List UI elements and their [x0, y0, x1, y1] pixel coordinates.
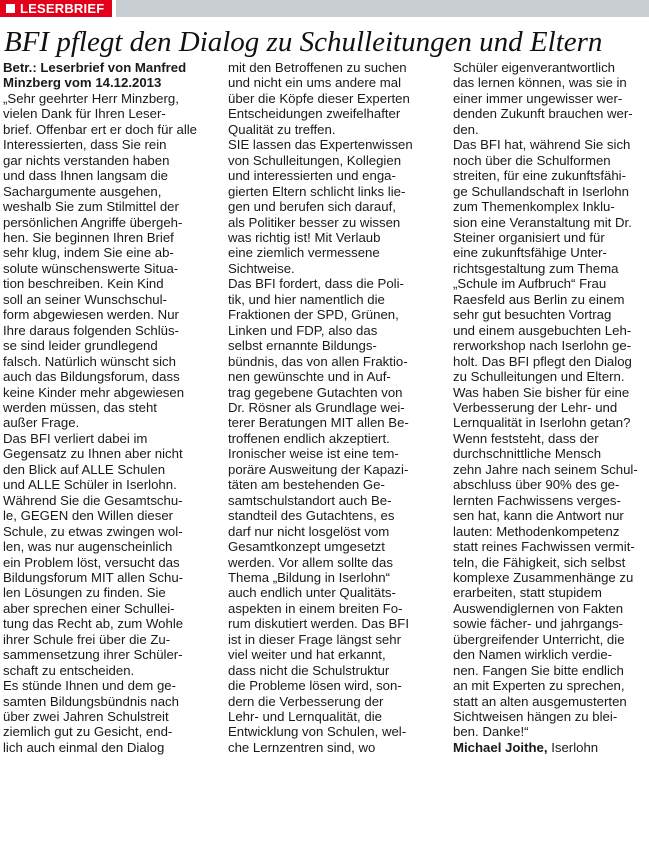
- text-line: Auswendiglernen von Fakten: [453, 600, 624, 616]
- text-line: den Blick auf ALLE Schulen: [3, 461, 166, 477]
- text-line: brief. Offenbar ert er doch für alle: [3, 121, 198, 137]
- rubric-label: [0, 0, 112, 17]
- text-line: komplexe Zusammenhänge zu: [453, 569, 634, 585]
- text-line: Bildungsforum MIT allen Schu-: [3, 569, 184, 585]
- text-line: Sichtweisen hängen zu blei-: [453, 709, 618, 725]
- text-line: gen und berufen sich darauf,: [228, 199, 396, 215]
- text-line: eine zukunftsfähige Unter-: [453, 245, 607, 261]
- text-line: sammensetzung ihrer Schüler-: [3, 647, 183, 663]
- text-line: le, GEGEN den Willen dieser: [3, 508, 174, 524]
- text-line: Thema „Bildung in Iserlohn“: [228, 569, 390, 585]
- text-line: ben. Danke!“: [453, 724, 529, 740]
- text-line: statt an alten ausgemusterten: [453, 693, 627, 709]
- text-line: form abgewiesen werden. Nur: [3, 307, 179, 323]
- text-line: Steiner organisiert und für: [453, 229, 605, 245]
- text-line: rerworkshop nach Iserlohn ge-: [453, 338, 632, 354]
- text-line: Fraktionen der SPD, Grünen,: [228, 307, 399, 323]
- text-line: und interessierten und enga-: [228, 168, 396, 184]
- text-line: übergreifender Unterricht, die: [453, 631, 625, 647]
- text-line: persönlichen Angriffe übergeh-: [3, 214, 183, 230]
- text-line: an mit Experten zu sprechen,: [453, 678, 625, 694]
- text-line: ist in dieser Frage längst sehr: [228, 631, 401, 647]
- text-line: falsch. Natürlich wünscht sich: [3, 353, 176, 369]
- signature-name: Michael Joithe,: [453, 739, 548, 755]
- text-line: samten Bildungsbündnis nach: [3, 693, 179, 709]
- text-line: sen hat, kann die Antwort nur: [453, 508, 624, 524]
- text-line: den Namen wirklich verdie-: [453, 647, 613, 663]
- rubric-divider: [112, 0, 116, 17]
- text-line: trag gegebene Gutachten von: [228, 384, 403, 400]
- text-line: Qualität zu treffen.: [228, 121, 336, 137]
- text-line: se sind leider grundlegend: [3, 338, 158, 354]
- text-line: bündnis, das von allen Fraktio-: [228, 353, 408, 369]
- text-line: Linken und FDP, also das: [228, 322, 378, 338]
- text-line: rum diskutiert werden. Das BFI: [228, 616, 410, 632]
- text-line: auch endlich unter Qualitäts-: [228, 585, 396, 601]
- signature-place: Iserlohn: [547, 739, 599, 755]
- text-line: standteil des Gutachtens, es: [228, 508, 395, 524]
- text-line: über zwei Jahren Schulstreit: [3, 709, 169, 725]
- text-line: nen gewünschte und in Auf-: [228, 369, 391, 385]
- text-line: „Sehr geehrter Herr Minzberg,: [3, 90, 179, 106]
- text-line: Das BFI verliert dabei im: [3, 430, 148, 446]
- text-line: che Lernzentren sind, wo: [228, 739, 376, 755]
- text-line: noch über die Schulformen: [453, 152, 611, 168]
- text-line: keine Kinder mehr abgewiesen: [3, 384, 185, 400]
- text-line: werden müssen, das steht: [3, 399, 157, 415]
- text-line: gierten Eltern schlicht links lie-: [228, 183, 406, 199]
- text-line: auch das Bildungsforum, dass: [3, 369, 180, 385]
- text-line: tung das Recht ab, zum Wohle: [3, 616, 184, 632]
- text-line: Schule, zu etwas zwingen wol-: [3, 523, 183, 539]
- text-line: was richtig ist! Mit Verlaub: [228, 229, 381, 245]
- text-line: darf nur nicht losgelöst vom: [228, 523, 390, 539]
- article-body: [3, 60, 646, 865]
- text-line: und einem ausgebuchten Leh-: [453, 322, 632, 338]
- text-line: Ihre daraus folgenden Schlüs-: [3, 322, 179, 338]
- text-line: ziemlich gut zu Gesicht, end-: [3, 724, 173, 740]
- text-line: SIE lassen das Expertenwissen: [228, 137, 413, 153]
- text-line: Sichtweise.: [228, 260, 295, 276]
- text-line: Dr. Rösner als Grundlage wei-: [228, 399, 405, 415]
- text-line: „Schule im Aufbruch“ Frau: [453, 276, 607, 292]
- text-line: Minzberg vom 14.12.2013: [3, 75, 162, 91]
- text-line: Ironischer weise ist eine tem-: [228, 446, 399, 462]
- article-headline: BFI pflegt den Dialog zu Schulleitungen und Eltern: [4, 26, 603, 58]
- text-line: Das BFI fordert, dass die Poli-: [228, 276, 404, 292]
- text-line: abschluss über 90% des ge-: [453, 477, 620, 493]
- text-line: und nicht ein ums andere mal: [228, 75, 402, 91]
- text-line: zum Themenkomplex Inklu-: [453, 199, 615, 215]
- text-line: gar nichts verstanden haben: [3, 152, 170, 168]
- text-line: lauten: Methodenkompetenz: [453, 523, 620, 539]
- column-1: [3, 60, 203, 755]
- text-line: poräre Ausweitung der Kapazi-: [228, 461, 409, 477]
- text-line: streiten, für eine zukunftsfähi-: [453, 168, 626, 184]
- text-line: dern die Verbesserung der: [228, 693, 384, 709]
- text-line: tik, und hier namentlich die: [228, 291, 385, 307]
- text-line: durchschnittliche Mensch: [453, 446, 602, 462]
- text-line: täten am bestehenden Ge-: [228, 477, 385, 493]
- text-line: viel weiter und hat erkannt,: [228, 647, 386, 663]
- text-line: erarbeiten, statt stupidem: [453, 585, 602, 601]
- text-line: richtsgestaltung zum Thema: [453, 260, 619, 276]
- text-line: außer Frage.: [3, 415, 80, 431]
- text-line: und ALLE Schüler in Iserlohn.: [3, 477, 177, 493]
- text-line: holt. Das BFI pflegt den Dialog: [453, 353, 632, 369]
- text-line: len, was nur augenscheinlich: [3, 539, 173, 555]
- text-line: Das BFI hat, während Sie sich: [453, 137, 631, 153]
- signature: [453, 740, 649, 755]
- text-line: statt reines Fachwissen vermit-: [453, 539, 635, 555]
- text-line: als Politiker besser zu wissen: [228, 214, 401, 230]
- text-line: len Lösungen zu finden. Sie: [3, 585, 166, 601]
- text-line: hen. Sie beginnen Ihren Brief: [3, 229, 174, 245]
- text-line: ein Problem löst, versucht das: [3, 554, 180, 570]
- text-line: Raesfeld aus Berlin zu einem: [453, 291, 625, 307]
- text-line: Während Sie die Gesamtschu-: [3, 492, 183, 508]
- rubric-text: LESERBRIEF: [20, 1, 105, 16]
- text-line: Verbesserung der Lehr- und: [453, 399, 618, 415]
- text-line: samtschulstandort auch Be-: [228, 492, 392, 508]
- text-line: solute wünschenswerte Situa-: [3, 260, 179, 276]
- text-line: aber sprechen einer Schullei-: [3, 600, 175, 616]
- text-line: mit den Betroffenen zu suchen: [228, 60, 407, 75]
- text-line: sowie fächer- und jahrgangs-: [453, 616, 624, 632]
- text-line: teln, die Fähigkeit, sich selbst: [453, 554, 626, 570]
- text-line: selbst ernannte Bildungs-: [228, 338, 377, 354]
- text-line: Entwicklung von Schulen, wel-: [228, 724, 407, 740]
- text-line: die Probleme lösen wird, son-: [228, 678, 402, 694]
- text-line: Gegensatz zu Ihnen aber nicht: [3, 446, 183, 462]
- text-line: Wenn feststeht, dass der: [453, 430, 599, 446]
- text-line: vielen Dank für Ihren Leser-: [3, 106, 166, 122]
- text-line: Schüler eigenverantwortlich: [453, 60, 615, 75]
- text-line: sion eine Veranstaltung mit Dr.: [453, 214, 632, 230]
- text-line: und dass Ihnen langsam die: [3, 168, 168, 184]
- text-line: Was haben Sie bisher für eine: [453, 384, 630, 400]
- text-line: aspekten in einem breiten Fo-: [228, 600, 403, 616]
- text-line: Betr.: Leserbrief von Manfred: [3, 60, 187, 75]
- text-line: soll an seiner Wunschschul-: [3, 291, 167, 307]
- text-line: terer Beratungen MIT allen Be-: [228, 415, 409, 431]
- text-line: den.: [453, 121, 479, 137]
- text-line: sehr klug, indem Sie eine ab-: [3, 245, 174, 261]
- text-line: ge Schullandschaft in Iserlohn: [453, 183, 629, 199]
- text-line: eine ziemlich vermessene: [228, 245, 380, 261]
- text-line: werden. Vor allem sollte das: [228, 554, 393, 570]
- rubric-square-icon: [6, 4, 15, 13]
- text-line: Gesamtkonzept umgesetzt: [228, 539, 385, 555]
- text-line: ihrer Schule frei über die Zu-: [3, 631, 171, 647]
- text-line: zehn Jahre nach seinem Schul-: [453, 461, 638, 477]
- text-line: lich auch einmal den Dialog: [3, 739, 165, 755]
- text-line: tion beschreiben. Kein Kind: [3, 276, 164, 292]
- text-line: einer immer ungewisser wer-: [453, 90, 623, 106]
- text-line: Sachargumente ausgehen,: [3, 183, 162, 199]
- text-line: dass nicht die Schulstruktur: [228, 662, 390, 678]
- text-line: schaft zu entscheiden.: [3, 662, 135, 678]
- text-line: Entscheidungen zweifelhafter: [228, 106, 401, 122]
- text-line: über die Köpfe dieser Experten: [228, 90, 410, 106]
- column-2: [228, 60, 428, 755]
- text-line: zu Schulleitungen und Eltern.: [453, 369, 625, 385]
- text-line: lernten Fachwissens verges-: [453, 492, 621, 508]
- text-line: Es stünde Ihnen und dem ge-: [3, 678, 177, 694]
- text-line: das lernen können, was sie in: [453, 75, 627, 91]
- text-line: nen. Fangen Sie bitte endlich: [453, 662, 624, 678]
- text-line: denden Zukunft brauchen wer-: [453, 106, 633, 122]
- text-line: sehr gut besuchten Vortrag: [453, 307, 612, 323]
- column-3: [453, 60, 649, 755]
- text-line: troffenen endlich akzeptiert.: [228, 430, 390, 446]
- text-line: Interessierten, dass Sie rein: [3, 137, 167, 153]
- text-line: weshalb Sie zum Stilmittel der: [3, 199, 179, 215]
- text-line: Lernqualität in Iserlohn getan?: [453, 415, 631, 431]
- text-line: Lehr- und Lernqualität, die: [228, 709, 382, 725]
- text-line: von Schulleitungen, Kollegien: [228, 152, 402, 168]
